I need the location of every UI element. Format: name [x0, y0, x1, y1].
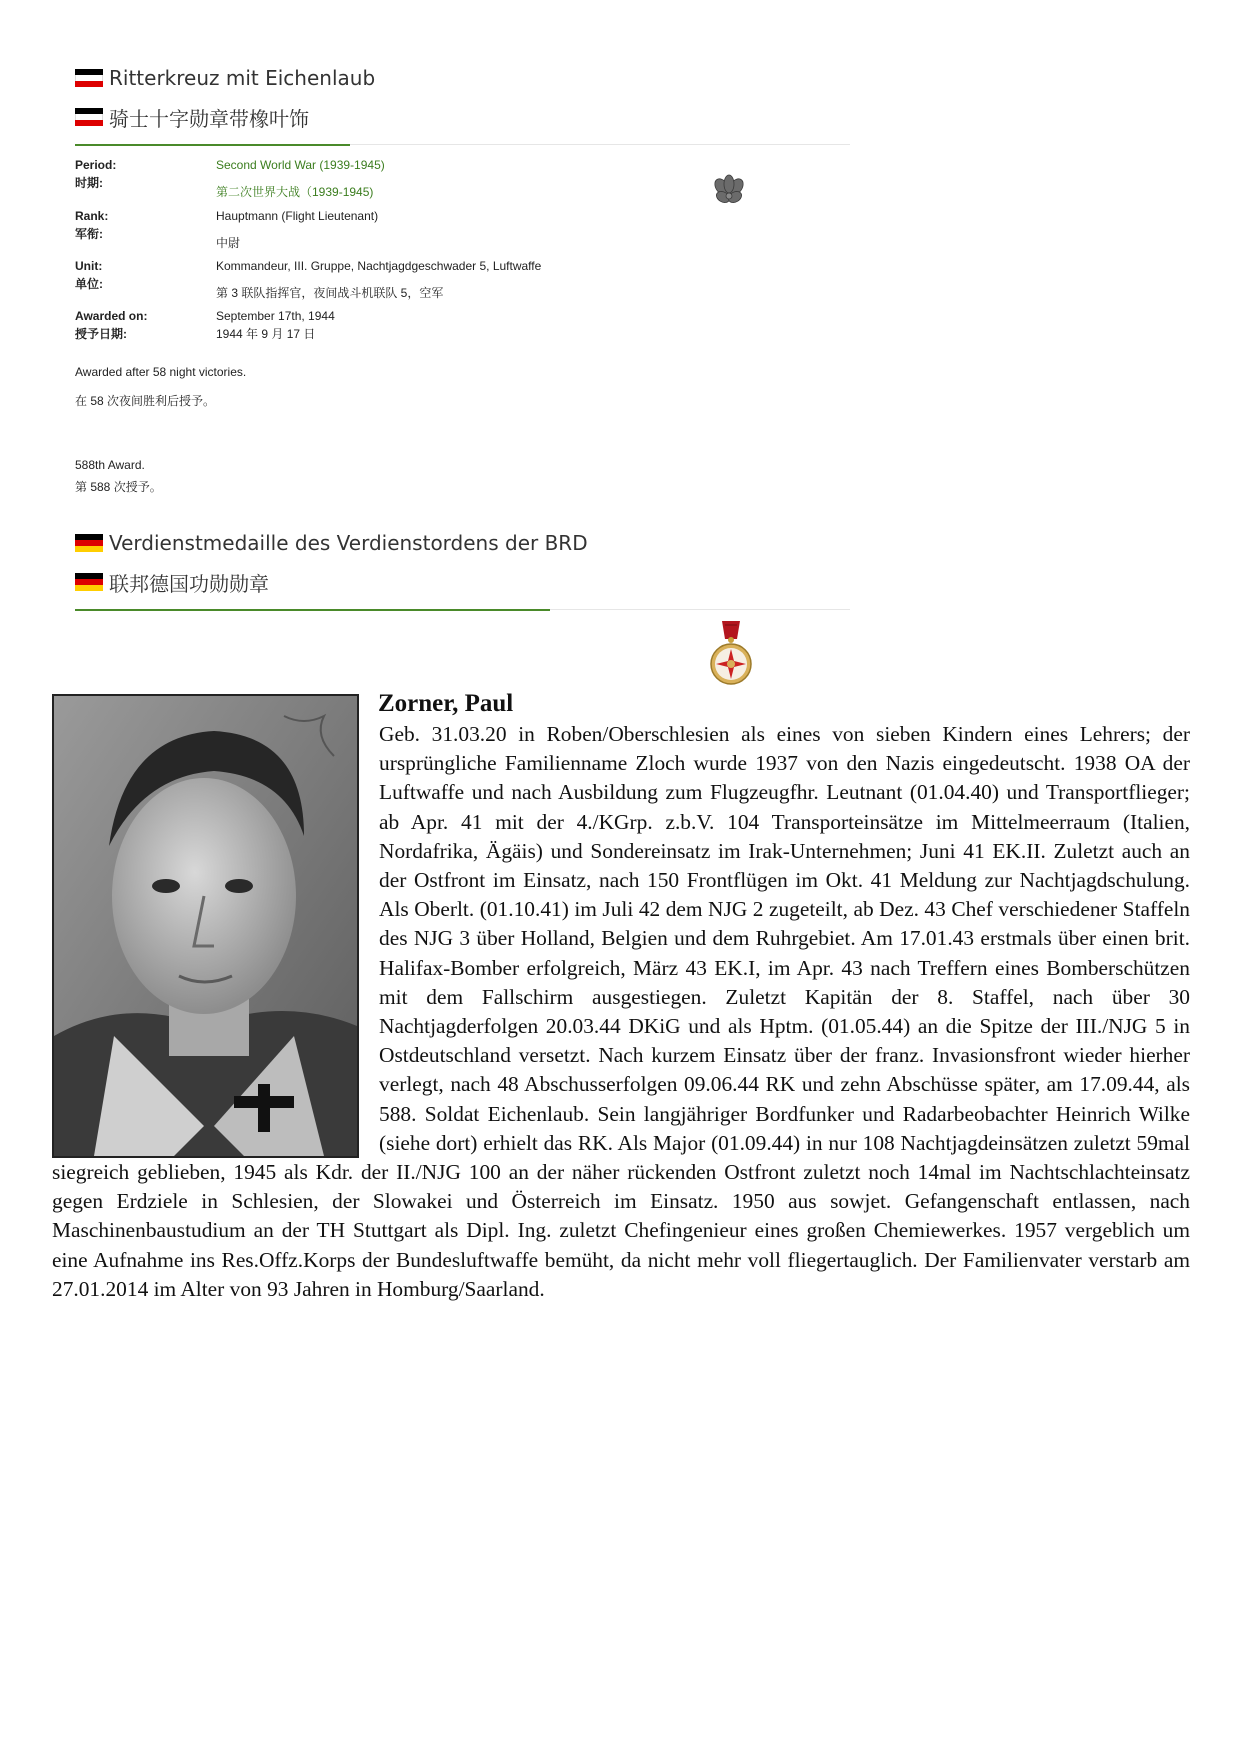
- award1-title-zh: 骑士十字勋章带橡叶饰: [109, 106, 309, 131]
- awarded-label-zh: 授予日期:: [75, 327, 127, 341]
- bio-text-block: [52, 720, 1190, 1304]
- awarded-label-en: Awarded on:: [75, 309, 148, 323]
- period-label-zh: 时期:: [75, 176, 103, 190]
- award2-title-de: Verdienstmedaille des Verdienstordens der BRD: [109, 531, 588, 555]
- awarded-value-en: September 17th, 1944: [216, 309, 335, 323]
- award-count-en: 588th Award.: [75, 458, 145, 472]
- rank-label-zh: 军衔:: [75, 227, 103, 241]
- period-value-zh: 第二次世界大战（1939-1945): [216, 185, 374, 199]
- frg-flag-icon: [75, 573, 103, 591]
- bio-name: Zorner, Paul: [378, 690, 514, 717]
- period-label-en: Period:: [75, 158, 117, 172]
- imperial-german-flag-icon: [75, 108, 103, 126]
- award2-title-zh-line: [75, 567, 588, 597]
- award2-heading: [75, 528, 588, 597]
- bio-text: Geb. 31.03.20 in Roben/Oberschlesien als eines von sieben Kindern eines Lehrers; der ursprüngliche Familienname Zloch wurde 1937 von den Nazis eingedeutscht. 1938 OA der Luftwaffe und nach Ausbildung zum Flugzeugfhr. Leutnant (01.04.40) und Transportflieger; ab Apr. 41 mit der 4./KGrp. z.b.V. 104 Transporteinsätze im Mittelmeerraum (Italien, Nordafrika, Ägäis) und Sondereinsatz im Irak-Unternehmen; Juni 41 EK.II. Zuletzt auch an der Ostfront im Einsatz, nach 150 Frontflügen im Okt. 41 Meldung zur Nachtjagdschulung. Als Oberlt. (01.10.41) im Juli 42 dem NJG 2 zugeteilt, ab Dez. 43 Chef verschiedener Staffeln des NJG 3 über Holland, Belgien und dem Ruhrgebiet. Am 17.01.43 erstmals über einen brit. Halifax-Bomber erfolgreich, März 43 EK.I, im Apr. 43 nach Treffern eines Bomberschützen mit dem Fallschirm ausgestiegen. Zuletzt Kapitän der 8. Staffel, nach über 30 Nachtjagderfolgen 20.03.44 DKiG und als Hptm. (01.05.44) an die Spitze der III./NJG 5 in Ostdeutschland versetzt. Nach kurzem Einsatz über der franz. Invasionsfront wieder hierher verlegt, nach 48 Abschusserfolgen 09.06.44 RK und zehn Abschüsse später, am 17.09.44, als 588. Soldat Eichenlaub. Sein langjähriger Bordfunker und Radarbeobachter Heinrich Wilke (siehe dort) erhielt das RK. Als Major (01.09.44) in nur 108 Nachtjagdeinsätzen zuletzt 59mal siegreich geblieben, 1945 als Kdr. der II./NJG 100 an der näher rückenden Ostfront zuletzt noch 14mal im Nachtschlachteinsatz gegen Erdziele in Schlesien, der Slowakei und Österreich im Einsatz. 1950 aus sowjet. Gefangenschaft entlassen, nach Maschinenbaustudium an der TH Stuttgart als Dipl. Ing. zuletzt Chefingenieur eines großen Chemiewerkes. 1957 vergeblich um eine Aufnahme ins Res.Offz.Korps der Bundesluftwaffe bemüht, da nicht mehr voll fliegertauglich. Der Familienvater verstarb am 27.01.2014 im Alter von 93 Jahren in Homburg/Saarland.: [52, 722, 1190, 1301]
- award2-title-zh: 联邦德国功勋勋章: [109, 571, 269, 596]
- award-count-zh: 第 588 次授予。: [75, 480, 162, 494]
- victories-note-en: Awarded after 58 night victories.: [75, 365, 247, 379]
- merit-medal-icon: [710, 621, 752, 687]
- frg-flag-icon: [75, 534, 103, 552]
- award2-title-de-line: [75, 528, 588, 558]
- award1-heading: [75, 63, 375, 132]
- imperial-german-flag-icon: [75, 69, 103, 87]
- award1-title-zh-line: [75, 102, 375, 132]
- awarded-value-zh: 1944 年 9 月 17 日: [216, 327, 316, 341]
- unit-value-en: Kommandeur, III. Gruppe, Nachtjagdgeschwader 5, Luftwaffe: [216, 259, 542, 273]
- period-value-en: Second World War (1939-1945): [216, 158, 385, 172]
- rank-value-zh: 中尉: [216, 236, 241, 250]
- unit-label-zh: 单位:: [75, 277, 103, 291]
- photo-spacer: [52, 694, 361, 1158]
- award1-title-de: Ritterkreuz mit Eichenlaub: [109, 66, 376, 90]
- rank-label-en: Rank:: [75, 209, 109, 223]
- victories-note-zh: 在 58 次夜间胜利后授予。: [75, 394, 216, 408]
- rank-value-en: Hauptmann (Flight Lieutenant): [216, 209, 379, 223]
- unit-value-zh: 第 3 联队指挥官，夜间战斗机联队 5，空军: [216, 286, 444, 300]
- unit-label-en: Unit:: [75, 259, 103, 273]
- award1-title-de-line: [75, 63, 375, 93]
